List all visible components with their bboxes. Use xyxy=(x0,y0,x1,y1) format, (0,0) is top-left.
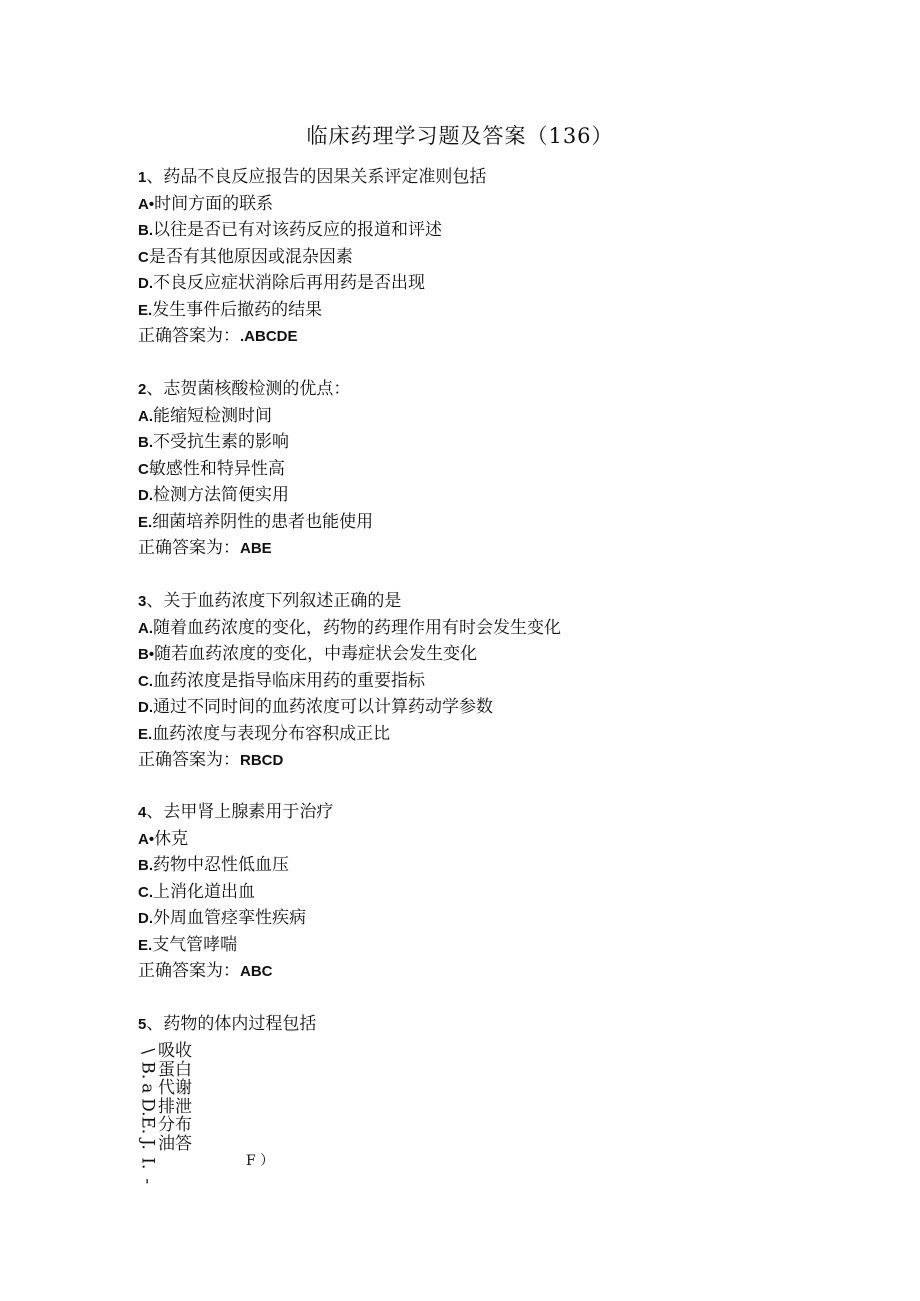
option-text: 支气管哮喘 xyxy=(152,934,238,955)
option-letter: D. xyxy=(138,275,153,292)
option-b xyxy=(138,852,838,879)
option-letter: C xyxy=(138,248,149,266)
garbled-item-column xyxy=(158,1042,192,1154)
option-letter: D. xyxy=(138,487,153,504)
stem-text: 、去甲肾上腺素用于治疗 xyxy=(146,802,334,822)
answer-label: 正确答案为： xyxy=(138,538,240,558)
option-a xyxy=(138,403,838,430)
answer-value: .ABCDE xyxy=(240,328,298,345)
option-c xyxy=(138,244,838,271)
question-3 xyxy=(138,588,838,774)
option-d xyxy=(138,482,838,509)
answer-label: 正确答案为： xyxy=(138,326,240,346)
option-text: 通过不同时间的血药浓度可以计算药动学参数 xyxy=(153,697,493,717)
option-text: 能缩短检测时间 xyxy=(153,405,272,426)
option-text: 发生事件后撤药的结果 xyxy=(152,299,323,320)
garbled-item: 分布 xyxy=(158,1115,192,1136)
option-letter: B• xyxy=(138,646,155,663)
question-stem xyxy=(138,799,838,826)
option-text: 细菌培养阴性的患者也能使用 xyxy=(152,511,374,532)
stem-text: 、药品不良反应报告的因果关系评定准则包括 xyxy=(146,167,487,187)
option-letter: E. xyxy=(138,725,153,743)
answer-label: 正确答案为： xyxy=(138,961,240,981)
option-e xyxy=(138,721,838,748)
garbled-options xyxy=(134,1041,304,1185)
garbled-letter-column xyxy=(136,1042,158,1191)
option-letter: D. xyxy=(138,910,153,927)
option-text: 是否有其他原因或混杂因素 xyxy=(148,246,353,267)
answer-line xyxy=(138,323,838,350)
garbled-item: 吸收 xyxy=(158,1041,192,1061)
option-e xyxy=(138,297,838,324)
garbled-letter: - xyxy=(137,1178,158,1185)
option-text: 外周血管痉挛性疾病 xyxy=(153,908,306,928)
option-c xyxy=(138,879,838,906)
garbled-tail: F ） xyxy=(246,1153,275,1169)
option-e xyxy=(138,932,838,959)
garbled-letter: E. xyxy=(137,1116,158,1135)
option-c xyxy=(138,456,838,483)
option-text: 上消化道出血 xyxy=(153,881,255,902)
option-b xyxy=(138,429,838,456)
question-stem xyxy=(138,376,838,403)
question-number: 2 xyxy=(138,381,147,398)
garbled-letter: \ xyxy=(137,1048,158,1055)
garbled-letter: J. xyxy=(137,1138,158,1150)
option-text: 检测方法简便实用 xyxy=(153,485,289,505)
option-letter: B. xyxy=(138,857,153,874)
option-letter: B. xyxy=(138,434,153,451)
option-letter: A• xyxy=(138,195,155,213)
option-text: 不受抗生素的影响 xyxy=(153,432,289,452)
answer-value: ABC xyxy=(240,963,273,980)
stem-text: 、志贺菌核酸检测的优点： xyxy=(146,379,351,399)
option-b xyxy=(138,641,838,668)
stem-text: 、关于血药浓度下列叙述正确的是 xyxy=(146,591,402,611)
question-number: 1 xyxy=(138,169,147,186)
option-text: 药物中忍性低血压 xyxy=(153,855,289,875)
option-text: 血药浓度是指导临床用药的重要指标 xyxy=(153,670,425,691)
option-e xyxy=(138,509,838,536)
option-text: 血药浓度与表现分布容积成正比 xyxy=(152,723,391,744)
answer-line xyxy=(138,958,838,985)
option-c xyxy=(138,668,838,695)
question-number: 4 xyxy=(138,804,147,821)
garbled-item: 排泄 xyxy=(158,1096,192,1117)
garbled-item: 代谢 xyxy=(158,1078,192,1099)
answer-value: ABE xyxy=(240,540,272,557)
question-1 xyxy=(138,164,838,350)
option-letter: E. xyxy=(138,513,153,531)
option-letter: C xyxy=(138,460,149,478)
option-a xyxy=(138,191,838,218)
option-letter: E. xyxy=(138,301,153,319)
option-d xyxy=(138,694,838,721)
question-2 xyxy=(138,376,838,562)
option-letter: A. xyxy=(138,619,153,637)
garbled-letter: a xyxy=(137,1083,158,1094)
option-text: 随若血药浓度的变化，中毒症状会发生变化 xyxy=(154,644,478,664)
question-stem xyxy=(138,588,838,615)
option-letter: A. xyxy=(138,407,153,425)
question-number: 5 xyxy=(138,1016,147,1033)
option-a xyxy=(138,826,838,853)
option-a xyxy=(138,615,838,642)
option-text: 以往是否已有对该药反应的报道和评述 xyxy=(153,220,442,240)
garbled-item: 蛋白 xyxy=(158,1059,192,1080)
option-letter: C. xyxy=(138,672,153,690)
garbled-letter: I. xyxy=(137,1156,158,1169)
option-letter: C. xyxy=(138,883,153,901)
stem-text: 、药物的体内过程包括 xyxy=(146,1014,317,1034)
question-4 xyxy=(138,799,838,985)
option-letter: D. xyxy=(138,699,153,716)
option-letter: B. xyxy=(138,222,153,239)
option-d xyxy=(138,905,838,932)
question-number: 3 xyxy=(138,593,147,610)
question-stem xyxy=(138,164,838,191)
option-letter: A• xyxy=(138,830,155,848)
option-text: 敏感性和特异性高 xyxy=(148,458,285,479)
answer-line xyxy=(138,747,838,774)
answer-value: RBCD xyxy=(240,752,284,769)
question-stem xyxy=(138,1011,838,1038)
option-text: 时间方面的联系 xyxy=(154,193,274,214)
answer-label: 正确答案为： xyxy=(138,750,240,770)
option-letter: E. xyxy=(138,936,153,954)
garbled-letter: B. xyxy=(137,1060,158,1079)
garbled-item: 油答 xyxy=(158,1133,192,1154)
option-text: 随着血药浓度的变化，药物的药理作用有时会发生变化 xyxy=(153,617,561,638)
option-text: 不良反应症状消除后再用药是否出现 xyxy=(153,273,425,293)
question-5 xyxy=(138,1011,838,1038)
answer-line xyxy=(138,535,838,562)
option-d xyxy=(138,270,838,297)
garbled-letter: D. xyxy=(137,1097,158,1117)
option-b xyxy=(138,217,838,244)
option-text: 休克 xyxy=(154,828,189,849)
page-title: 临床药理学习题及答案（136） xyxy=(306,124,614,148)
